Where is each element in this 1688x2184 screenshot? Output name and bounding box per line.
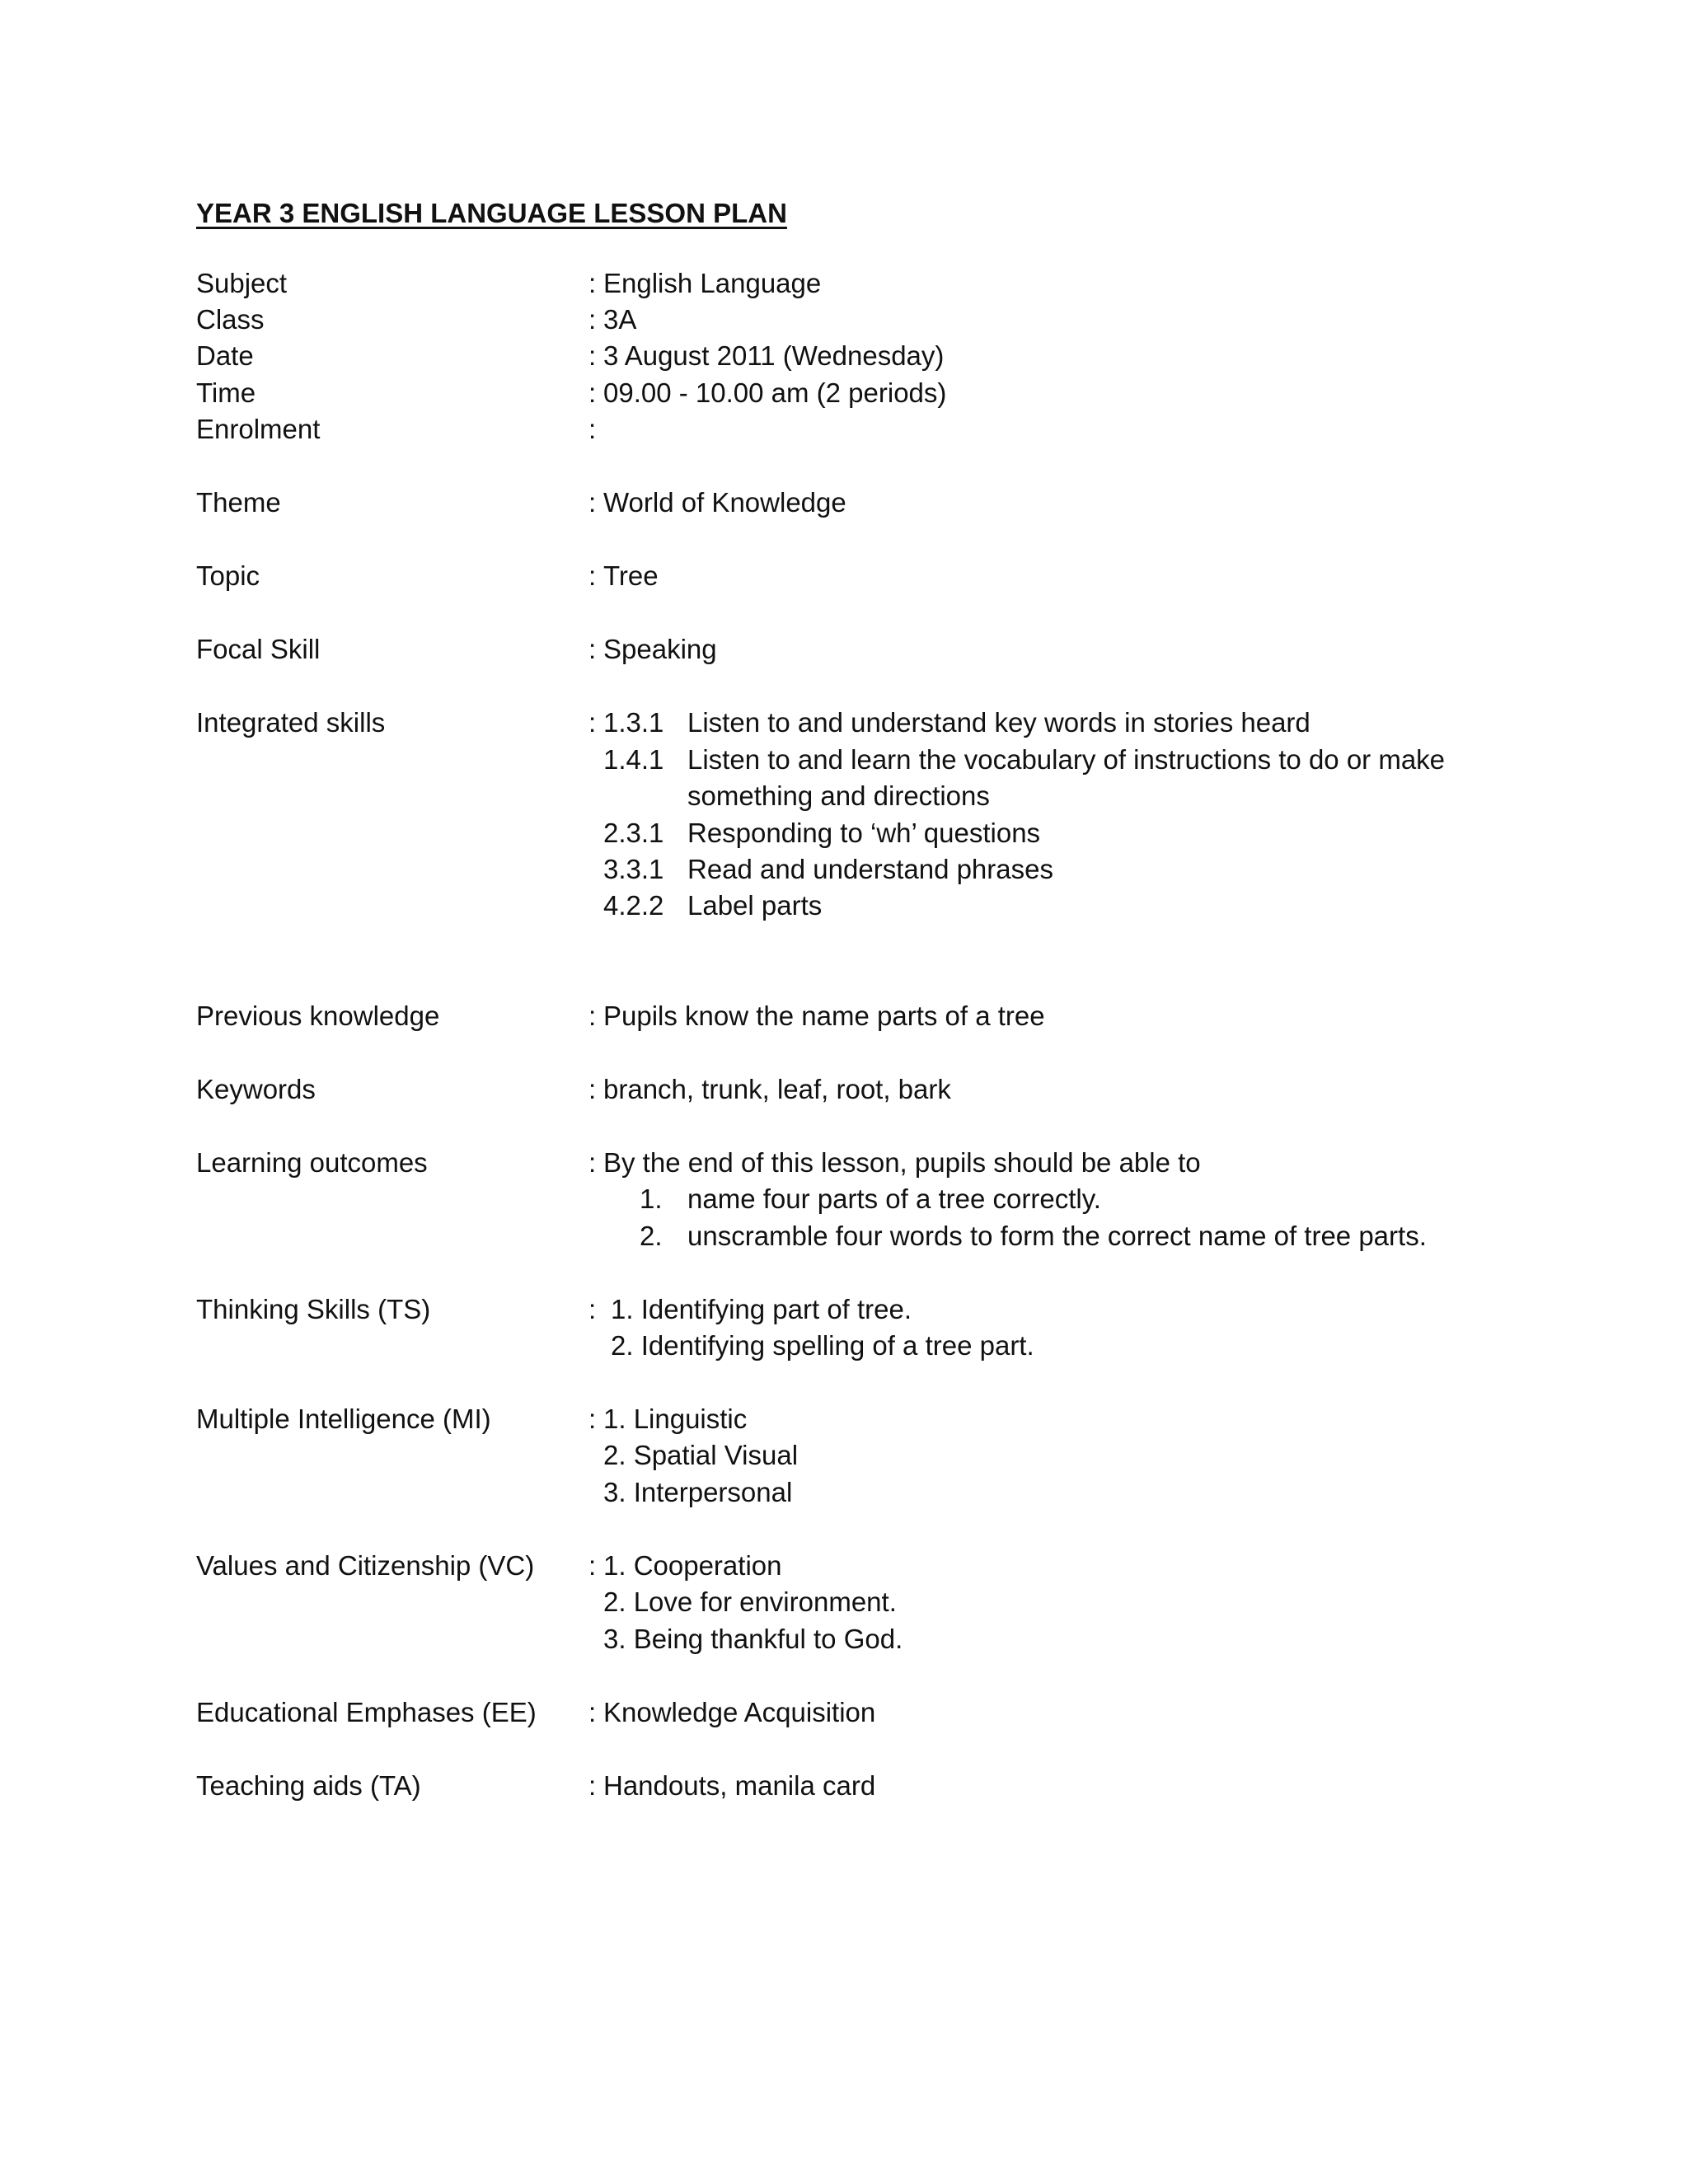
field-colon: : xyxy=(588,1074,597,1104)
field-label: Keywords xyxy=(196,1074,316,1104)
field-colon: : xyxy=(588,487,597,518)
field-label: Date xyxy=(196,340,254,371)
document-title: YEAR 3 ENGLISH LANGUAGE LESSON PLAN xyxy=(196,198,787,228)
field-value: 3A xyxy=(603,304,637,335)
integrated-skill-item xyxy=(196,742,1515,780)
field-values-citizenship xyxy=(196,1548,1515,1586)
field-label: Teaching aids (TA) xyxy=(196,1770,421,1801)
field-label: Values and Citizenship (VC) xyxy=(196,1550,535,1581)
field-value: Knowledge Acquisition xyxy=(603,1697,876,1727)
field-colon: : xyxy=(588,1770,597,1801)
field-value: 1. Cooperation xyxy=(603,1550,782,1581)
skill-text: Read and understand phrases xyxy=(687,854,1053,884)
field-value: 2. Identifying spelling of a tree part. xyxy=(611,1330,1034,1361)
field-colon: : xyxy=(588,1294,597,1324)
field-colon: : xyxy=(588,707,597,738)
outcome-text: name four parts of a tree correctly. xyxy=(687,1183,1101,1214)
integrated-skill-item xyxy=(196,888,1515,926)
skill-text: Listen to and understand key words in stories heard xyxy=(687,707,1311,738)
skill-code: 1.3.1 xyxy=(603,707,664,738)
field-focal-skill xyxy=(196,631,1515,669)
field-keywords xyxy=(196,1071,1515,1109)
field-learning-outcomes xyxy=(196,1145,1515,1183)
field-teaching-aids xyxy=(196,1768,1515,1806)
field-colon: : xyxy=(588,1697,597,1727)
field-label: Multiple Intelligence (MI) xyxy=(196,1404,491,1434)
field-colon: : xyxy=(588,377,597,408)
values-citizenship-item xyxy=(196,1621,1515,1659)
field-previous-knowledge xyxy=(196,998,1515,1036)
field-value: Handouts, manila card xyxy=(603,1770,876,1801)
outcome-number: 1. xyxy=(640,1183,663,1214)
field-label: Time xyxy=(196,377,256,408)
field-value: 2. Spatial Visual xyxy=(603,1440,799,1470)
field-colon: : xyxy=(588,414,597,444)
field-colon: : xyxy=(588,634,597,664)
learning-outcome-item xyxy=(196,1218,1515,1256)
field-label: Learning outcomes xyxy=(196,1147,428,1178)
field-colon: : xyxy=(588,340,597,371)
integrated-skill-item xyxy=(196,851,1515,889)
field-subject xyxy=(196,265,1515,303)
field-label: Integrated skills xyxy=(196,707,386,738)
skill-code: 3.3.1 xyxy=(603,854,664,884)
integrated-skill-continuation xyxy=(196,778,1515,816)
field-value: World of Knowledge xyxy=(603,487,846,518)
skill-text: Listen to and learn the vocabulary of instructions to do or make xyxy=(687,744,1446,775)
skill-text: Responding to ‘wh’ questions xyxy=(687,818,1041,848)
field-label: Previous knowledge xyxy=(196,1001,440,1031)
field-value: Pupils know the name parts of a tree xyxy=(603,1001,1045,1031)
skill-code: 2.3.1 xyxy=(603,818,664,848)
field-value: English Language xyxy=(603,268,822,298)
field-colon: : xyxy=(588,560,597,591)
field-educational-emphases xyxy=(196,1694,1515,1732)
learning-outcome-item xyxy=(196,1181,1515,1219)
field-value: By the end of this lesson, pupils should be able to xyxy=(603,1147,1201,1178)
multiple-intelligence-item xyxy=(196,1437,1515,1475)
field-thinking-skills xyxy=(196,1291,1515,1329)
field-integrated-skills xyxy=(196,705,1515,743)
field-time xyxy=(196,375,1515,413)
field-value: 3. Being thankful to God. xyxy=(603,1624,903,1654)
field-label: Focal Skill xyxy=(196,634,321,664)
field-value: 1. Linguistic xyxy=(603,1404,748,1434)
field-topic xyxy=(196,558,1515,596)
integrated-skill-item xyxy=(196,815,1515,853)
multiple-intelligence-item xyxy=(196,1474,1515,1512)
skill-code: 1.4.1 xyxy=(603,744,664,775)
field-value: 2. Love for environment. xyxy=(603,1586,897,1617)
field-value: 1. Identifying part of tree. xyxy=(611,1294,912,1324)
skill-text-continuation: something and directions xyxy=(687,780,990,811)
field-colon: : xyxy=(588,1147,597,1178)
field-value: Speaking xyxy=(603,634,717,664)
field-label: Class xyxy=(196,304,265,335)
thinking-skill-item xyxy=(196,1328,1515,1366)
field-colon: : xyxy=(588,1404,597,1434)
field-label: Topic xyxy=(196,560,260,591)
values-citizenship-item xyxy=(196,1584,1515,1622)
field-multiple-intelligence xyxy=(196,1401,1515,1439)
field-value: Tree xyxy=(603,560,659,591)
field-date xyxy=(196,338,1515,376)
field-value: 09.00 - 10.00 am (2 periods) xyxy=(603,377,947,408)
outcome-number: 2. xyxy=(640,1221,663,1251)
field-colon: : xyxy=(588,1550,597,1581)
skill-code: 4.2.2 xyxy=(603,890,664,921)
field-value: 3. Interpersonal xyxy=(603,1477,793,1507)
field-label: Thinking Skills (TS) xyxy=(196,1294,431,1324)
field-label: Subject xyxy=(196,268,288,298)
field-label: Enrolment xyxy=(196,414,321,444)
field-value: 3 August 2011 (Wednesday) xyxy=(603,340,945,371)
skill-text: Label parts xyxy=(687,890,823,921)
field-label: Theme xyxy=(196,487,281,518)
field-value: branch, trunk, leaf, root, bark xyxy=(603,1074,951,1104)
field-theme xyxy=(196,485,1515,523)
outcome-text: unscramble four words to form the correct name of tree parts. xyxy=(687,1221,1427,1251)
field-colon: : xyxy=(588,304,597,335)
field-class xyxy=(196,302,1515,340)
field-label: Educational Emphases (EE) xyxy=(196,1697,537,1727)
field-colon: : xyxy=(588,1001,597,1031)
field-enrolment xyxy=(196,411,1515,449)
field-colon: : xyxy=(588,268,597,298)
